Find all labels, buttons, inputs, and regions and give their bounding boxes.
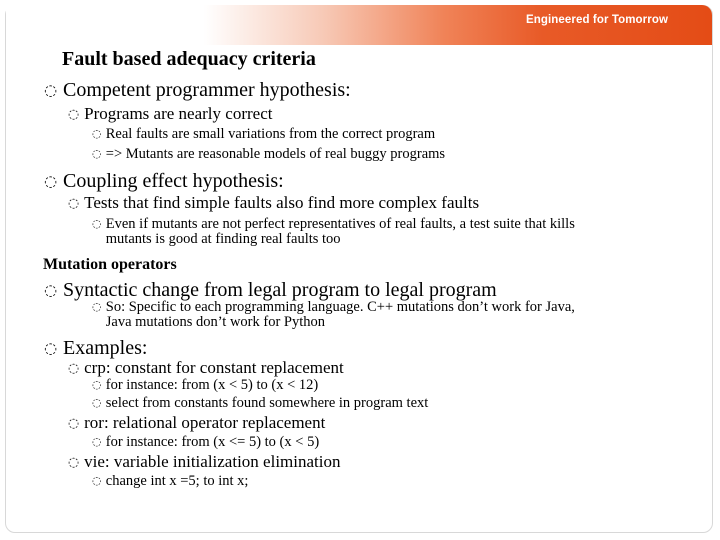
brand-text: Engineered for Tomorrow bbox=[525, 14, 668, 26]
bullet-icon bbox=[68, 193, 84, 213]
bullet-vie-change: ◌change int x =5; to int x; bbox=[92, 473, 248, 490]
bullet-ror: ◌ror: relational operator replacement bbox=[68, 413, 325, 433]
bullet-programs-nearly-correct: ◌Programs are nearly correct bbox=[68, 104, 272, 124]
bullet-icon bbox=[92, 146, 106, 162]
slide-title: Fault based adequacy criteria bbox=[62, 48, 316, 70]
bullet-even-if-mutants: ◌Even if mutants are not perfect representatives of real faults, a test suite that kills mutants is good at finding real faults too bbox=[92, 217, 575, 247]
bullet-tests-find-faults: ◌Tests that find simple faults also find more complex faults bbox=[68, 193, 479, 213]
bullet-icon bbox=[44, 168, 63, 192]
bullet-mutants-models: ◌=> Mutants are reasonable models of real buggy programs bbox=[92, 146, 445, 163]
bullet-icon bbox=[92, 377, 106, 393]
bullet-icon bbox=[92, 126, 106, 142]
bullet-crp-select: ◌select from constants found somewhere in program text bbox=[92, 395, 428, 412]
bullet-icon bbox=[68, 452, 84, 472]
bullet-competent-programmer: ◌Competent programmer hypothesis: bbox=[44, 77, 351, 102]
bullet-icon bbox=[44, 77, 63, 101]
bullet-icon bbox=[92, 217, 106, 232]
bullet-icon bbox=[92, 395, 106, 411]
bullet-icon bbox=[68, 413, 84, 433]
bullet-icon bbox=[68, 104, 84, 124]
bullet-icon bbox=[44, 277, 63, 301]
bullet-ror-instance: ◌for instance: from (x <= 5) to (x < 5) bbox=[92, 434, 319, 451]
bullet-crp-instance: ◌for instance: from (x < 5) to (x < 12) bbox=[92, 377, 318, 394]
section-heading-mutation-operators: Mutation operators bbox=[43, 256, 177, 273]
bullet-icon bbox=[92, 434, 106, 450]
bullet-language-specific: ◌So: Specific to each programming language. C++ mutations don’t work for Java, Java mutations don’t work for Python bbox=[92, 300, 575, 330]
bullet-real-faults: ◌Real faults are small variations from the correct program bbox=[92, 126, 435, 143]
bullet-icon bbox=[68, 358, 84, 378]
bullet-examples: ◌Examples: bbox=[44, 335, 147, 360]
bullet-icon bbox=[92, 300, 106, 315]
bullet-coupling-effect: ◌Coupling effect hypothesis: bbox=[44, 168, 284, 193]
bullet-icon bbox=[44, 335, 63, 359]
bullet-syntactic-change: ◌Syntactic change from legal program to legal program bbox=[44, 277, 497, 302]
bullet-crp: ◌crp: constant for constant replacement bbox=[68, 358, 344, 378]
bullet-icon bbox=[92, 473, 106, 489]
bullet-vie: ◌vie: variable initialization elimination bbox=[68, 452, 340, 472]
